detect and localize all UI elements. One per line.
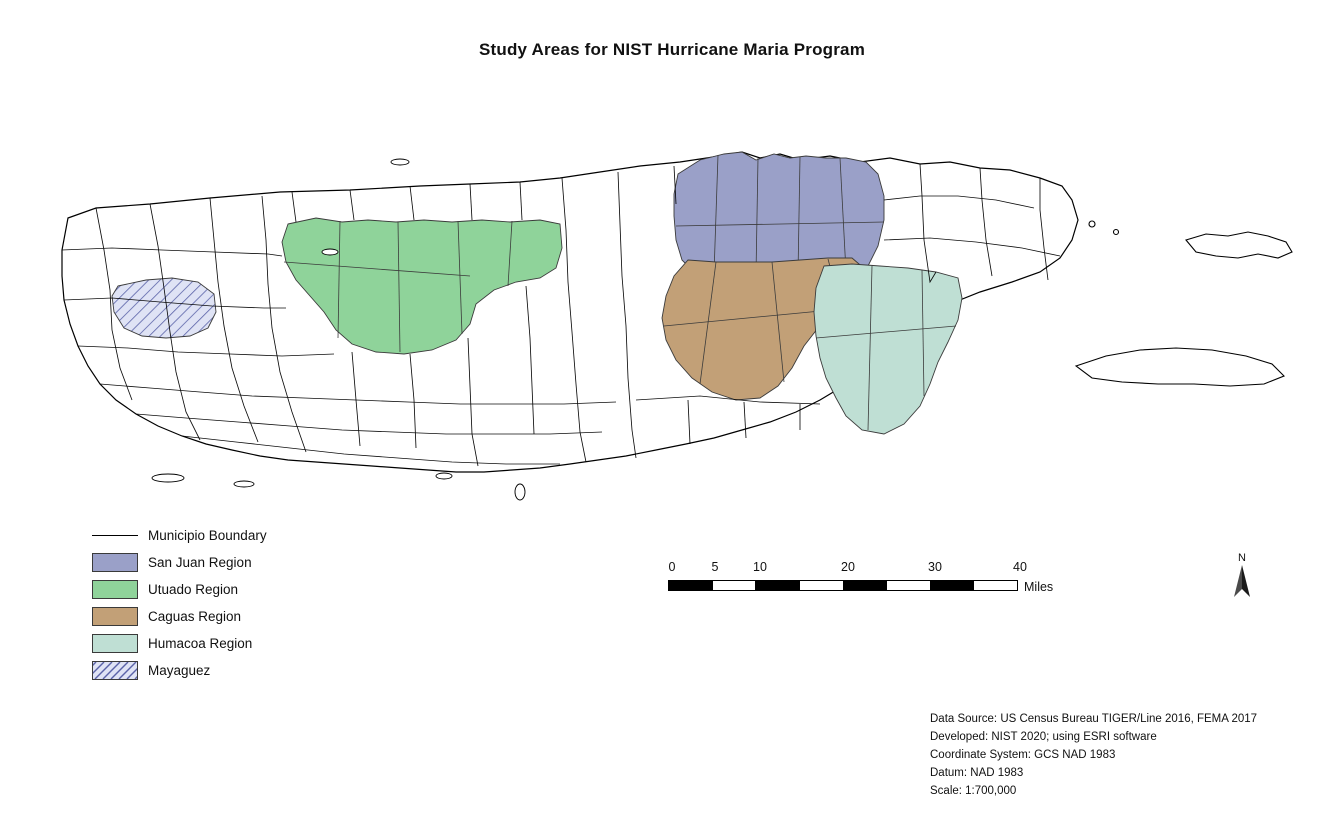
- legend-item-utuado-region[interactable]: [92, 576, 422, 603]
- scale-segment: [844, 581, 888, 590]
- north-arrow-icon: [1228, 564, 1256, 598]
- municipio-boundary-line-icon: [92, 526, 138, 545]
- region-san-juan[interactable]: [674, 152, 884, 274]
- island-vieques: [1076, 348, 1284, 386]
- legend-label: Mayaguez: [148, 663, 211, 678]
- scale-tick: 0: [668, 560, 676, 574]
- credit-line: Coordinate System: GCS NAD 1983: [930, 749, 1116, 761]
- utuado-swatch-icon: [92, 580, 138, 599]
- north-arrow-label: N: [1238, 552, 1246, 564]
- scale-segment: [800, 581, 844, 590]
- scale-tick: 20: [841, 560, 855, 574]
- legend: [92, 522, 422, 684]
- page-title: Study Areas for NIST Hurricane Maria Program: [478, 40, 866, 59]
- legend-label: Municipio Boundary: [148, 528, 267, 543]
- north-arrow: [1222, 552, 1262, 603]
- legend-label: Utuado Region: [148, 582, 239, 597]
- credit-line: Scale: 1:700,000: [930, 785, 1017, 797]
- scale-segment: [756, 581, 800, 590]
- legend-item-mayaguez-region[interactable]: [92, 657, 422, 684]
- scale-segment: [974, 581, 1017, 590]
- san-juan-swatch-icon: [92, 553, 138, 572]
- map-canvas[interactable]: [0, 100, 1344, 520]
- legend-label: Caguas Region: [148, 609, 242, 624]
- legend-item-humacoa-region[interactable]: [92, 630, 422, 657]
- scale-segment: [931, 581, 975, 590]
- scale-tick: 10: [753, 560, 767, 574]
- legend-label: Humacoa Region: [148, 636, 253, 651]
- scale-segment: [887, 581, 931, 590]
- scale-segment: [713, 581, 757, 590]
- humacoa-swatch-icon: [92, 634, 138, 653]
- legend-label: San Juan Region: [148, 555, 252, 570]
- credit-line: Data Source: US Census Bureau TIGER/Line 2016, FEMA 2017: [930, 713, 1258, 725]
- mayaguez-hatch-swatch-icon: [92, 661, 138, 680]
- island-culebra: [1186, 232, 1292, 258]
- scale-tick: 40: [1013, 560, 1027, 574]
- map-credits: [930, 710, 1257, 800]
- legend-item-san-juan-region[interactable]: [92, 549, 422, 576]
- legend-item-caguas-region[interactable]: [92, 603, 422, 630]
- scale-segment: [669, 581, 713, 590]
- credit-line: Developed: NIST 2020; using ESRI software: [930, 731, 1157, 743]
- legend-item-municipio-boundary[interactable]: [92, 522, 422, 549]
- scale-tick: 5: [711, 560, 719, 574]
- scale-tick: 30: [928, 560, 942, 574]
- scale-bar-graphic: [668, 580, 1018, 591]
- caguas-swatch-icon: [92, 607, 138, 626]
- offshore-islands: [1076, 221, 1292, 386]
- credit-line: Datum: NAD 1983: [930, 767, 1024, 779]
- scale-bar: [668, 560, 1068, 594]
- scale-bar-ticks: [668, 560, 1068, 578]
- region-humacoa[interactable]: [814, 264, 962, 434]
- scale-bar-units: Miles: [1024, 580, 1054, 594]
